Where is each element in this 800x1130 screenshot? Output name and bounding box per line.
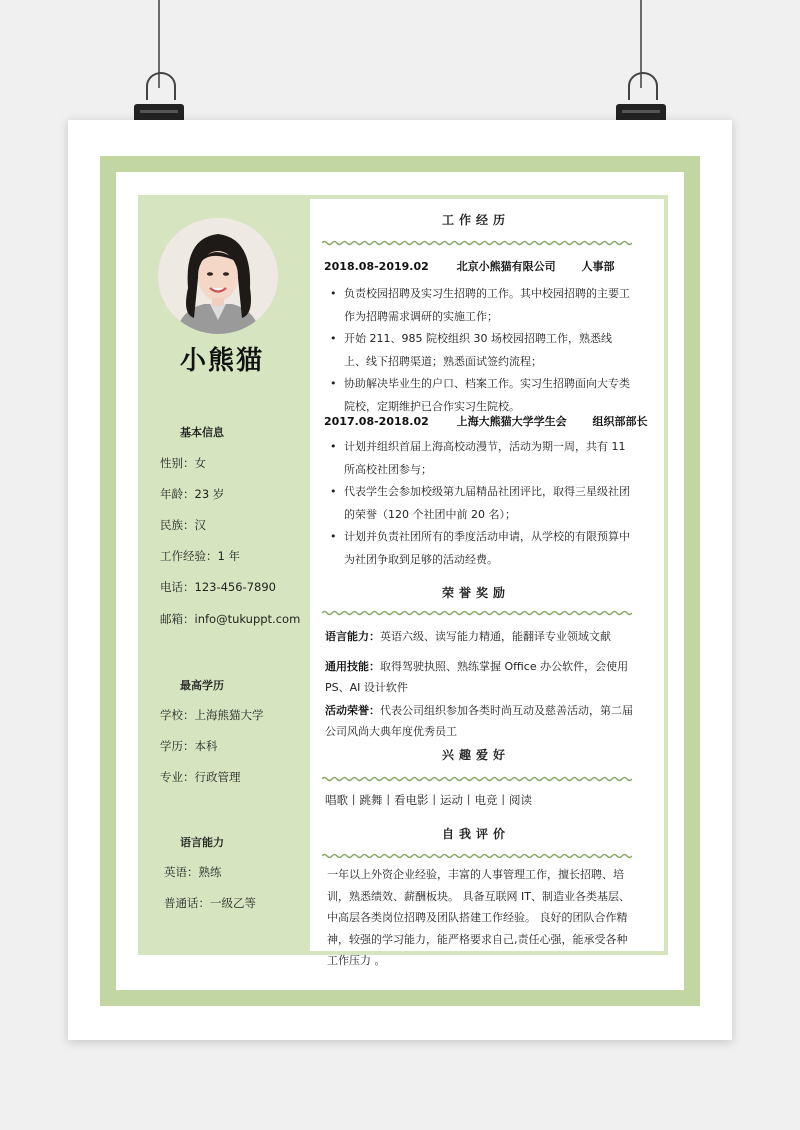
mandarin-field: 普通话：一级乙等 <box>164 896 256 910</box>
phone-field: 电话：123-456-7890 <box>160 580 276 594</box>
age-field: 年龄：23 岁 <box>160 487 225 501</box>
profile-photo <box>158 218 278 334</box>
email-field: 邮箱：info@tukuppt.com <box>160 612 301 626</box>
honor-label: 通用技能： <box>325 660 380 673</box>
degree-field: 学历：本科 <box>160 739 218 753</box>
honor-text: 代表公司组织参加各类时尚互动及慈善活动，第二届公司风尚大典年度优秀员工 <box>325 704 633 738</box>
honor-item <box>325 656 633 698</box>
job-role: 组织部部长 <box>592 415 648 428</box>
job-company: 上海大熊猫大学学生会 <box>456 415 567 428</box>
candidate-name: 小熊猫 <box>179 346 264 376</box>
major-field: 专业：行政管理 <box>160 770 241 784</box>
basic-info-title: 基本信息 <box>180 426 224 439</box>
honor-item <box>325 626 633 647</box>
experience-field: 工作经验：1 年 <box>160 549 240 563</box>
honor-text: 英语六级、读写能力精通，能翻译专业领域文献 <box>380 630 611 643</box>
hobbies-list: 唱歌丨跳舞丨看电影丨运动丨电竞丨阅读 <box>325 793 532 807</box>
wave-divider <box>322 776 632 782</box>
list-item: • 计划并负责社团所有的季度活动申请，从学校的有限预算中为社团争取到足够的活动经费。 <box>330 526 632 571</box>
job-period: 2017.08-2018.02 <box>324 415 429 428</box>
list-item: • 协助解决毕业生的户口、档案工作。实习生招聘面向大专类院校，定期维护已合作实习生院校。 <box>330 373 632 418</box>
work-title: 工作经历 <box>441 213 510 227</box>
self-eval-title: 自我评价 <box>441 827 510 841</box>
job-bullets <box>330 283 632 418</box>
ethnicity-field: 民族：汉 <box>160 518 206 532</box>
wave-divider <box>322 853 632 859</box>
hobbies-title: 兴趣爱好 <box>441 748 510 762</box>
school-field: 学校：上海熊猫大学 <box>160 708 264 722</box>
honor-text: 取得驾驶执照、熟练掌握 Office 办公软件，会使用 PS、AI 设计软件 <box>325 660 629 694</box>
binder-clip-left <box>134 0 184 140</box>
job-period: 2018.08-2019.02 <box>324 260 429 273</box>
gender-field: 性别：女 <box>160 456 206 470</box>
languages-title: 语言能力 <box>180 836 224 849</box>
wave-divider <box>322 240 632 246</box>
self-eval-text: 一年以上外资企业经验，丰富的人事管理工作，擅长招聘、培训，熟悉绩效、薪酬板块。 具备互联网 IT、制造业各类基层、中高层各类岗位招聘及团队搭建工作经验。 良好的团队合作精神，较强的学习能力，能严格要求自己,责任心强，能承受各种工作压力 。 <box>327 868 630 967</box>
english-field: 英语：熟练 <box>164 865 222 879</box>
wave-divider <box>322 610 632 616</box>
list-item: • 计划并组织首届上海高校动漫节，活动为期一周，共有 11 所高校社团参与； <box>330 436 632 481</box>
list-item: • 代表学生会参加校级第九届精品社团评比，取得三星级社团的荣誉（120 个社团中前 20 名）； <box>330 481 632 526</box>
list-item: • 开始 211、985 院校组织 30 场校园招聘工作，熟悉线上、线下招聘渠道；熟悉面试签约流程； <box>330 328 632 373</box>
honors-title: 荣誉奖励 <box>441 586 510 600</box>
honor-label: 语言能力： <box>325 630 380 643</box>
job-header <box>324 258 614 274</box>
honor-label: 活动荣誉： <box>325 704 380 717</box>
job-role: 人事部 <box>581 260 615 273</box>
job-header <box>324 413 647 429</box>
education-title: 最高学历 <box>180 679 224 692</box>
list-item: • 负责校园招聘及实习生招聘的工作。其中校园招聘的主要工作为招聘需求调研的实施工作； <box>330 283 632 328</box>
honor-item <box>325 700 633 742</box>
job-company: 北京小熊猫有限公司 <box>456 260 556 273</box>
binder-clip-right <box>616 0 666 140</box>
job-bullets <box>330 436 632 571</box>
